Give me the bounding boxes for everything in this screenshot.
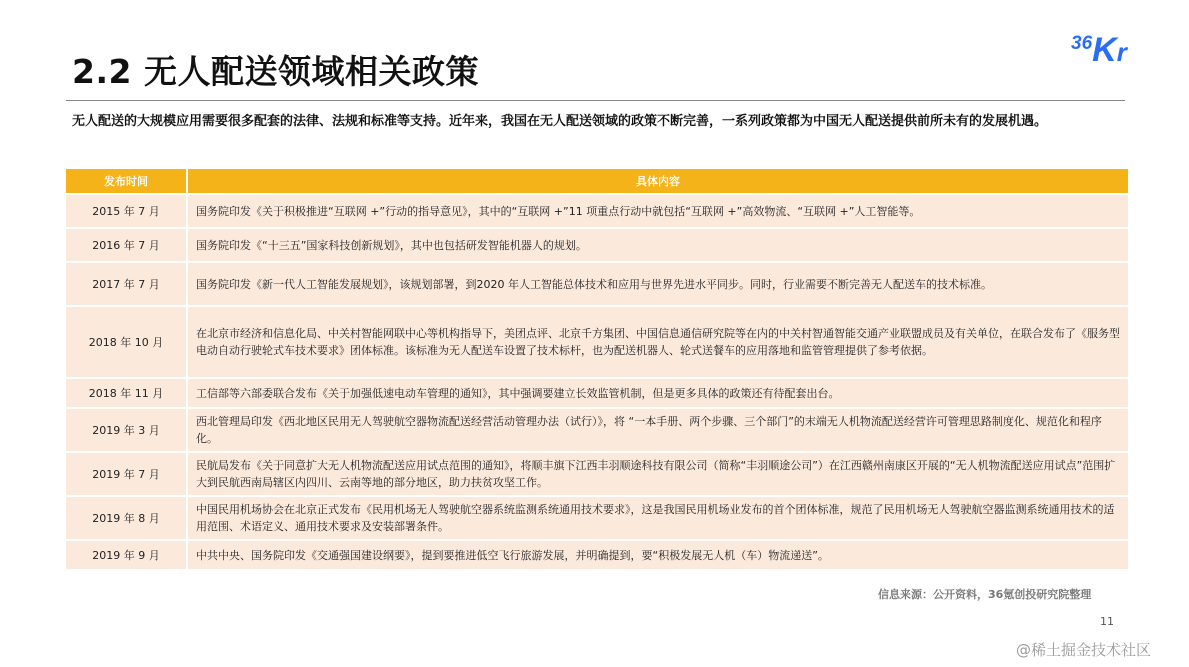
row-content: 中共中央、国务院印发《交通强国建设纲要》，提到要推进低空飞行旅游发展，并明确提到，要“积极发展无人机（车）物流递送”。	[188, 541, 1128, 569]
brand-logo	[1071, 33, 1127, 68]
row-date: 2018 年 11 月	[66, 379, 188, 407]
row-date: 2019 年 8 月	[66, 497, 188, 539]
logo-r: r	[1116, 37, 1127, 67]
row-content: 国务院印发《关于积极推进“互联网 +”行动的指导意见》，其中的“互联网 +”11 项重点行动中就包括“互联网 +”高效物流、“互联网 +”人工智能等。	[188, 195, 1128, 227]
table-row	[66, 541, 1128, 569]
row-content: 中国民用机场协会在北京正式发布《民用机场无人驾驶航空器系统监测系统通用技术要求》，这是我国民用机场业发布的首个团体标准，规范了民用机场无人驾驶航空器监测系统通用技术的适用范围、术语定义、通用技术要求及安装部署条件。	[188, 497, 1128, 539]
table-row	[66, 379, 1128, 407]
page-number: 11	[1100, 615, 1114, 628]
logo-k: K	[1092, 31, 1117, 69]
source-note: 信息来源：公开资料，36氪创投研究院整理	[878, 588, 1092, 601]
row-date: 2019 年 3 月	[66, 409, 188, 451]
row-date: 2015 年 7 月	[66, 195, 188, 227]
table-row	[66, 453, 1128, 495]
table-row	[66, 497, 1128, 539]
header-date: 发布时间	[66, 169, 188, 193]
table-row	[66, 409, 1128, 451]
row-date: 2016 年 7 月	[66, 229, 188, 261]
row-date: 2019 年 7 月	[66, 453, 188, 495]
page-title: 2.2 无人配送领域相关政策	[72, 52, 479, 91]
row-date: 2019 年 9 月	[66, 541, 188, 569]
row-content: 工信部等六部委联合发布《关于加强低速电动车管理的通知》，其中强调要建立长效监管机制，但是更多具体的政策还有待配套出台。	[188, 379, 1128, 407]
policy-table	[66, 167, 1128, 571]
table-header-row	[66, 169, 1128, 193]
row-content: 国务院印发《新一代人工智能发展规划》，该规划部署，到2020 年人工智能总体技术和应用与世界先进水平同步。同时，行业需要不断完善无人配送车的技术标准。	[188, 263, 1128, 305]
row-date: 2017 年 7 月	[66, 263, 188, 305]
logo-number: 36	[1071, 33, 1093, 54]
table-row	[66, 263, 1128, 305]
table-row	[66, 195, 1128, 227]
row-content: 国务院印发《“十三五”国家科技创新规划》，其中也包括研发智能机器人的规划。	[188, 229, 1128, 261]
watermark: @稀土掘金技术社区	[1016, 641, 1152, 659]
table-row	[66, 229, 1128, 261]
title-divider	[66, 100, 1125, 101]
row-content: 西北管理局印发《西北地区民用无人驾驶航空器物流配送经营活动管理办法（试行）》，将 “一本手册、两个步骤、三个部门”的末端无人机物流配送经营许可管理思路制度化、规范化和程序化。	[188, 409, 1128, 451]
table-row	[66, 307, 1128, 377]
row-content: 在北京市经济和信息化局、中关村智能网联中心等机构指导下，美团点评、北京千方集团、中国信息通信研究院等在内的中关村智通智能交通产业联盟成员及有关单位，在联合发布了《服务型电动自动行驶轮式车技术要求》团体标准。该标准为无人配送车设置了技术标杆，也为配送机器人、轮式送餐车的应用落地和监管管理提供了参考依据。	[188, 307, 1128, 377]
row-content: 民航局发布《关于同意扩大无人机物流配送应用试点范围的通知》，将顺丰旗下江西丰羽顺途科技有限公司（简称“丰羽顺途公司”）在江西赣州南康区开展的“无人机物流配送应用试点”范围扩大到民航西南局辖区内四川、云南等地的部分地区，助力扶贫攻坚工作。	[188, 453, 1128, 495]
header-content: 具体内容	[188, 169, 1128, 193]
intro-paragraph: 无人配送的大规模应用需要很多配套的法律、法规和标准等支持。近年来，我国在无人配送领域的政策不断完善，一系列政策都为中国无人配送提供前所未有的发展机遇。	[72, 114, 1048, 129]
row-date: 2018 年 10 月	[66, 307, 188, 377]
